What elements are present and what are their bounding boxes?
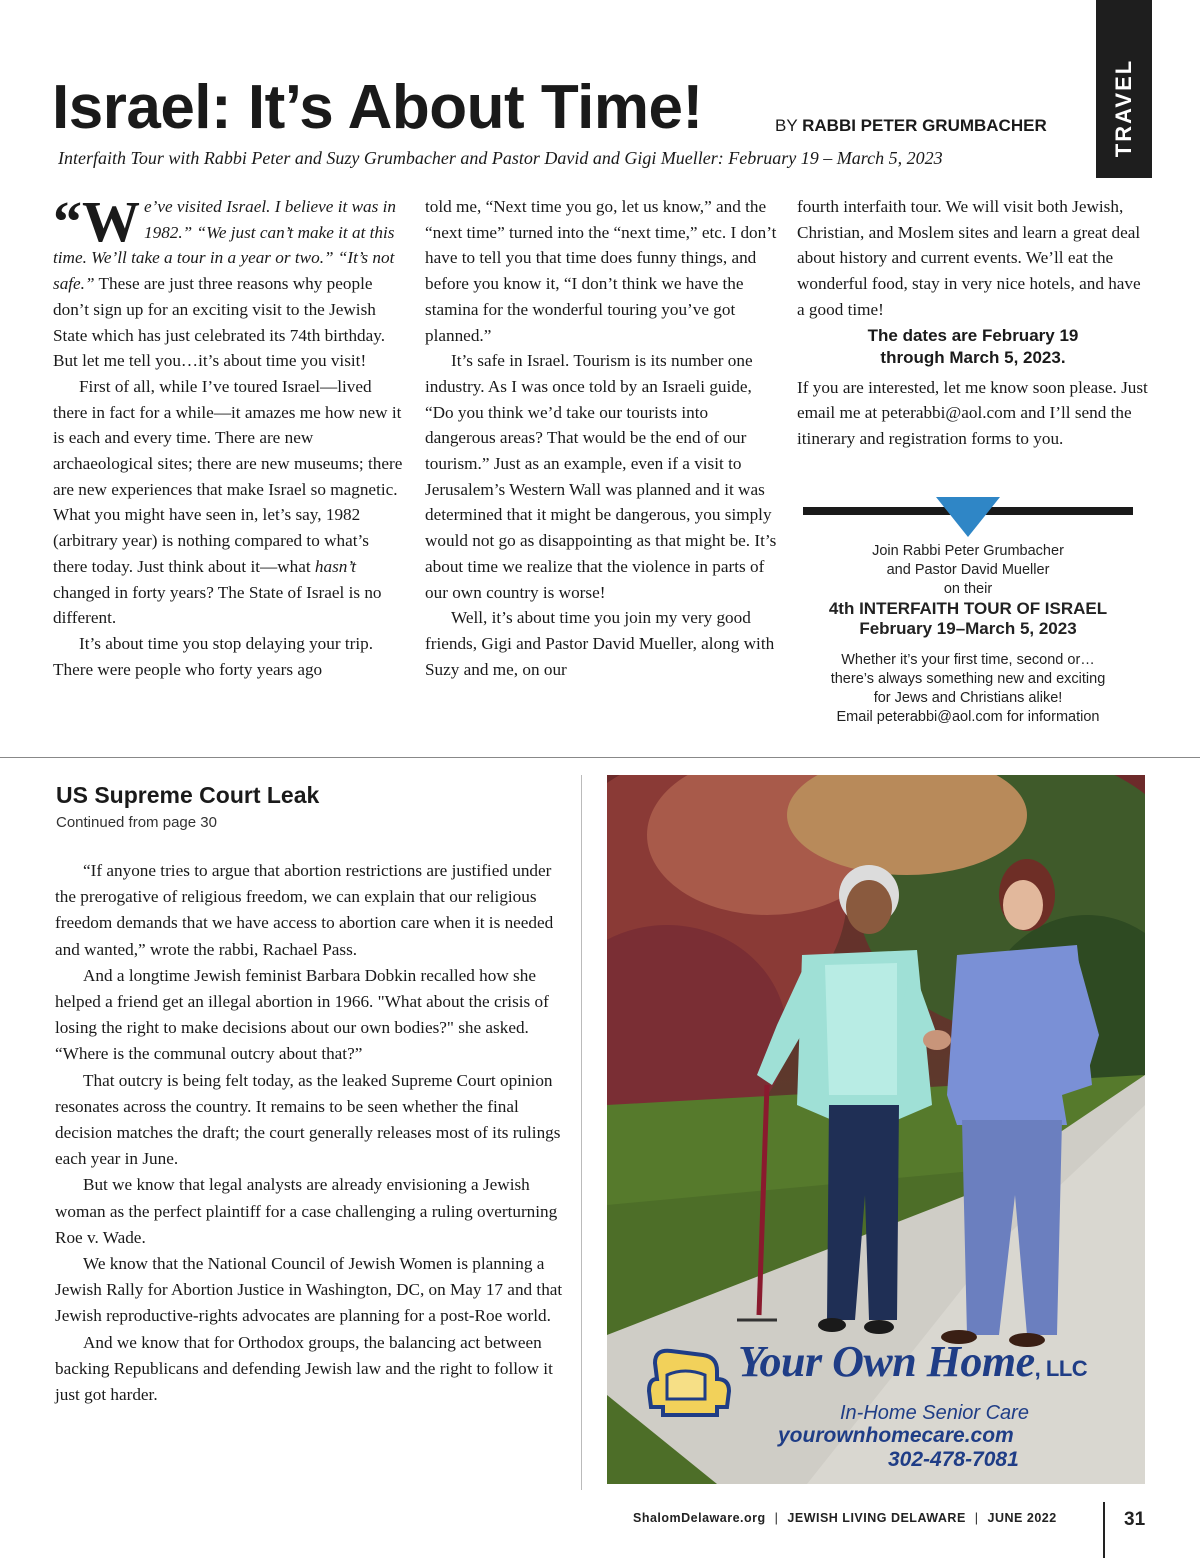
byline-prefix: BY	[775, 116, 798, 135]
promo-body-line: for Jews and Christians alike!	[873, 690, 1063, 706]
page-footer	[633, 1511, 1057, 1525]
tour-dates	[797, 325, 1149, 369]
ad-brand-suffix: , LLC	[1034, 1356, 1088, 1381]
promo-dates: February 19–March 5, 2023	[859, 619, 1077, 638]
ad-tagline: In-Home Senior Care	[840, 1402, 1029, 1424]
promo-line: and Pastor David Mueller	[886, 562, 1050, 578]
footer-rule	[1103, 1502, 1105, 1558]
drop-cap: “W	[53, 189, 140, 254]
page-number: 31	[1124, 1509, 1146, 1530]
article-column-2	[425, 194, 777, 682]
article-headline: Israel: It’s About Time!	[52, 73, 703, 142]
paragraph: But we know that legal analysts are already envisioning a Jewish woman as the perfect plaintiff for a case challenging a ruling overturning Roe v. Wade.	[55, 1175, 558, 1247]
promo-email-line: Email peterabbi@aol.com for information	[836, 709, 1100, 725]
byline-author: RABBI PETER GRUMBACHER	[802, 116, 1047, 135]
paragraph: We know that the National Council of Jewish Women is planning a Jewish Rally for Abortion Justice in Washington, DC, on May 17 and that Jewish reproductive-rights advocates are planning for a post-Roe world.	[55, 1254, 563, 1326]
second-article-body	[55, 858, 570, 1408]
paragraph: That outcry is being felt today, as the leaked Supreme Court opinion resonates across the country. It remains to be seen whether the final decision matches the draft; the court generally releases most of its rulings each year in June.	[55, 1070, 561, 1169]
tour-dates-line: through March 5, 2023.	[880, 347, 1066, 367]
continued-note: Continued from page 30	[56, 814, 217, 831]
paragraph: fourth interfaith tour. We will visit both Jewish, Christian, and Moslem sites and learn a great deal about history and current events. We’ll eat the wonderful food, stay in very nice hotels, and have a good time!	[797, 197, 1141, 319]
paragraph-emphasis: hasn’t	[314, 556, 356, 576]
paragraph-text: First of all, while I’ve toured Israel—lived there in fact for a while—it amazes me how new it is each and every time. There are new archaeological sites; there are new museums; there are new experiences that make Israel so magnetic. What you might have seen in, let’s say, 1982 (arbitrary year) is nothing compared to what’s there today. Just think about it—what	[53, 376, 403, 576]
ad-brand-name	[738, 1336, 1087, 1387]
paragraph	[53, 374, 405, 631]
armchair-icon	[645, 1345, 733, 1421]
ad-url: yourownhomecare.com	[778, 1424, 1014, 1447]
promo-line: on their	[943, 581, 993, 597]
footer-issue: JUNE 2022	[987, 1511, 1057, 1525]
paragraph: And we know that for Orthodox groups, the balancing act between backing Republicans and defending Jewish law and the right to follow it just got harder.	[55, 1332, 553, 1405]
paragraph: And a longtime Jewish feminist Barbara Dobkin recalled how she helped a friend get an illegal abortion in 1966. "What about the crisis of losing the right to make decisions about our own bodies?" she asked. “Where is the communal outcry about that?”	[55, 965, 549, 1064]
footer-publication: JEWISH LIVING DELAWARE	[787, 1511, 966, 1525]
lead-rest: These are just three reasons why people don’t sign up for an exciting visit to the Jewish State which has just celebrated its 74th birthday. But let me tell you…it’s about time you visit!	[53, 274, 386, 371]
section-tab	[1096, 0, 1152, 178]
section-divider	[0, 757, 1200, 758]
article-column-1	[53, 189, 405, 682]
promo-title: 4th INTERFAITH TOUR OF ISRAEL	[828, 599, 1108, 618]
ad-phone: 302-478-7081	[888, 1448, 1019, 1471]
paragraph-text: changed in forty years? The State of Israel is no different.	[53, 582, 382, 628]
footer-separator: |	[774, 1511, 779, 1525]
paragraph: told me, “Next time you go, let us know,” and the “next time” turned into the “next time,” etc. I don’t have to tell you that time does funny things, and before you know it, “I don’t think we have the stamina for the wonderful touring you’ve got planned.”	[425, 197, 777, 345]
promo-triangle-icon	[936, 497, 1000, 537]
article-column-3	[797, 194, 1149, 452]
footer-separator: |	[974, 1511, 979, 1525]
paragraph: If you are interested, let me know soon please. Just email me at peterabbi@aol.com and I’ll send the itinerary and registration forms to you.	[797, 377, 1148, 448]
paragraph: It’s about time you stop delaying your trip. There were people who forty years ago	[53, 633, 374, 679]
byline	[775, 116, 1047, 136]
lead-paragraph	[53, 189, 405, 374]
second-article-title: US Supreme Court Leak	[56, 782, 320, 808]
paragraph: It’s safe in Israel. Tourism is its number one industry. As I was once told by an Israeli guide, “Do you think we’d take our tourists into dangerous areas? That would be the end of our tourism.” Just as an example, even if a visit to Jerusalem’s Western Wall was planned and it was determined that it might be dangerous, you simply would not go as disappointing as that might be. It’s about time we realize that the violence in parts of our own country is worse!	[425, 351, 777, 602]
ad-brand-text: Your Own Home	[738, 1337, 1035, 1386]
promo-body-line: Whether it’s your first time, second or…	[841, 652, 1095, 668]
promo-body-line: there’s always something new and exciting	[830, 671, 1106, 687]
paragraph: Well, it’s about time you join my very good friends, Gigi and Pastor David Mueller, along with Suzy and me, on our	[425, 608, 775, 679]
tour-dates-line: The dates are February 19	[867, 325, 1079, 345]
promo-line: Join Rabbi Peter Grumbacher	[872, 543, 1064, 559]
section-tab-label: TRAVEL	[1111, 58, 1136, 158]
lead-italic: e’ve visited Israel. I believe it was in 1982.” “We just can’t make it at this time. We’ll take a tour in a year or two.” “It’s not safe.”	[53, 197, 396, 294]
tour-promo	[797, 542, 1139, 727]
article-subhead: Interfaith Tour with Rabbi Peter and Suzy Grumbacher and Pastor David and Gigi Mueller: February 19 – March 5, 2023	[58, 148, 943, 168]
column-divider	[581, 775, 582, 1490]
paragraph: “If anyone tries to argue that abortion restrictions are justified under the prerogative of religious freedom, we can explain that our religious freedom demands that we have access to abortion care when it is needed and wanted,” wrote the rabbi, Rachael Pass.	[55, 861, 554, 959]
footer-site: ShalomDelaware.org	[633, 1511, 766, 1525]
